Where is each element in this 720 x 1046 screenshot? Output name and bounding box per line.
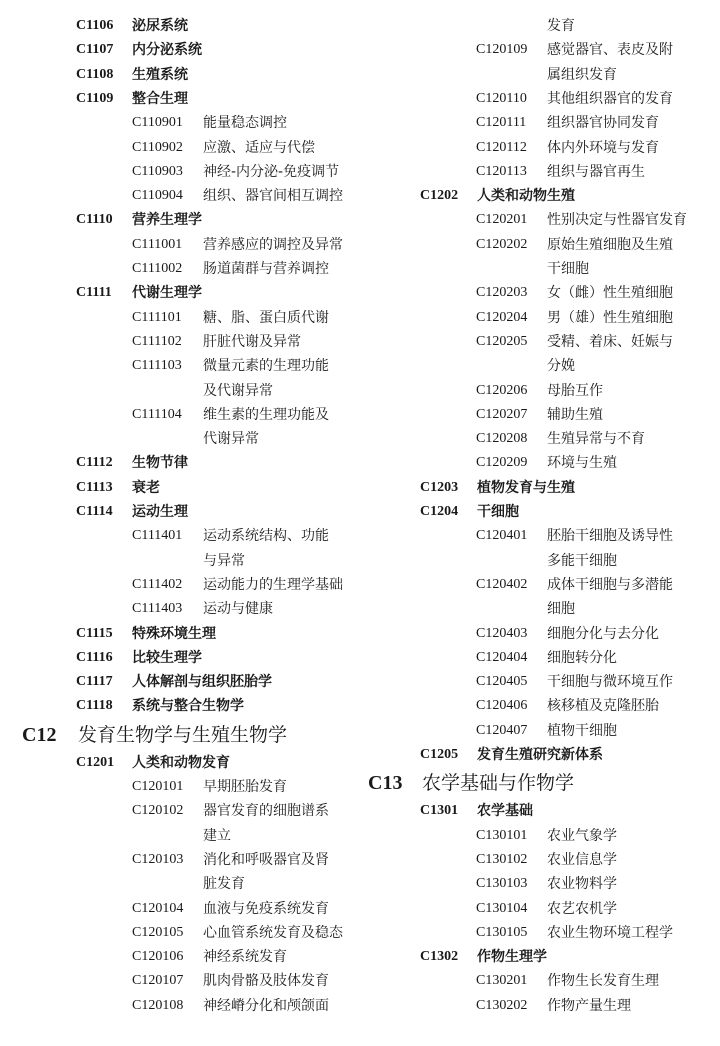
entry-title: 人类和动物发育 — [132, 754, 230, 771]
subcategory-entry — [360, 330, 720, 354]
subcategory-entry — [360, 451, 720, 475]
entry-continuation — [360, 63, 720, 87]
entry-continuation — [0, 549, 360, 573]
subcategory-entry — [360, 921, 720, 945]
entry-code: C111002 — [132, 261, 183, 276]
entry-title: 发育生殖研究新体系 — [477, 747, 603, 763]
entry-code: C1117 — [76, 674, 113, 690]
entry-code: C1108 — [76, 66, 114, 82]
entry-title: 消化和呼吸器官及肾 — [203, 851, 329, 868]
subcategory-entry — [0, 330, 360, 354]
entry-code: C120102 — [132, 803, 184, 819]
entry-code: C110902 — [132, 139, 183, 155]
entry-code: C120204 — [476, 309, 528, 325]
entry-title: 能量稳态调控 — [203, 115, 287, 132]
entry-title: 细胞转分化 — [547, 649, 617, 666]
entry-title: 生殖系统 — [132, 66, 188, 83]
entry-code: C1202 — [420, 188, 459, 204]
section-heading — [360, 767, 720, 799]
subcategory-entry — [360, 87, 720, 111]
subcategory-entry — [360, 897, 720, 921]
entry-title: 干细胞 — [477, 504, 519, 520]
entry-title: 系统与整合生物学 — [132, 698, 244, 715]
entry-code: C1112 — [76, 455, 113, 471]
entry-code: C12 — [22, 723, 57, 746]
subcategory-entry — [0, 184, 360, 208]
subcategory-entry — [360, 524, 720, 548]
entry-title: 感觉器官、表皮及附 — [547, 42, 673, 59]
subcategory-entry — [0, 354, 360, 378]
entry-title: 建立 — [203, 827, 231, 844]
entry-title: 代谢异常 — [203, 431, 259, 448]
entry-code: C110903 — [132, 163, 183, 179]
entry-title: 干细胞 — [547, 261, 589, 277]
subcategory-entry — [0, 111, 360, 135]
entry-title: 运动与健康 — [203, 601, 273, 618]
subcategory-entry — [360, 872, 720, 896]
subcategory-entry — [360, 994, 720, 1018]
entry-code: C1301 — [420, 803, 459, 819]
entry-title: 植物发育与生殖 — [477, 479, 575, 496]
category-entry — [0, 622, 360, 646]
entry-code: C1114 — [76, 504, 113, 519]
entry-title: 衰老 — [132, 479, 160, 496]
entry-title: 胚胎干细胞及诱导性 — [547, 528, 673, 545]
entry-title: 农业信息学 — [547, 851, 617, 868]
entry-continuation — [360, 14, 720, 38]
subcategory-entry — [0, 597, 360, 621]
entry-code: C120202 — [476, 236, 528, 252]
entry-title: 农业气象学 — [547, 827, 617, 844]
entry-code: C111001 — [132, 236, 183, 252]
entry-title: 发育生物学与生殖生物学 — [78, 723, 288, 746]
entry-title: 神经嵴分化和颅颌面 — [203, 997, 329, 1014]
entry-code: C110904 — [132, 188, 183, 204]
subcategory-entry — [360, 136, 720, 160]
subcategory-entry — [0, 799, 360, 823]
entry-title: 运动能力的生理学基础 — [203, 576, 343, 593]
entry-title: 组织与器官再生 — [547, 163, 645, 180]
entry-code: C120404 — [476, 649, 528, 665]
entry-code: C120209 — [476, 455, 528, 471]
subcategory-entry — [0, 160, 360, 184]
entry-title: 农学基础与作物学 — [422, 772, 575, 795]
category-entry — [360, 945, 720, 969]
entry-code: C130103 — [476, 876, 528, 892]
entry-code: C111403 — [132, 601, 183, 617]
entry-title: 作物产量生理 — [547, 997, 631, 1014]
subcategory-entry — [360, 694, 720, 718]
entry-code: C130102 — [476, 851, 528, 867]
entry-code: C120108 — [132, 997, 184, 1013]
entry-code: C120406 — [476, 698, 528, 714]
entry-title: 男（雄）性生殖细胞 — [547, 309, 673, 326]
subcategory-entry — [360, 969, 720, 993]
entry-title: 作物生理学 — [477, 949, 547, 966]
entry-code: C1107 — [76, 42, 114, 58]
entry-title: 性别决定与性器官发育 — [547, 212, 687, 229]
entry-title: 人类和动物生殖 — [477, 188, 575, 205]
entry-code: C111102 — [132, 333, 182, 349]
entry-code: C1106 — [76, 18, 114, 33]
subcategory-entry — [360, 427, 720, 451]
entry-title: 内分泌系统 — [132, 42, 202, 59]
entry-code: C1201 — [76, 754, 115, 770]
category-entry — [0, 451, 360, 475]
category-entry — [0, 38, 360, 62]
entry-code: C120104 — [132, 900, 184, 916]
category-entry — [360, 743, 720, 767]
entry-code: C120402 — [476, 576, 528, 592]
entry-title: 组织、器官间相互调控 — [203, 188, 343, 205]
entry-title: 细胞 — [547, 601, 575, 618]
entry-code: C120110 — [476, 90, 527, 106]
category-entry — [0, 208, 360, 232]
subcategory-entry — [0, 994, 360, 1018]
entry-code: C120407 — [476, 722, 528, 738]
entry-code: C1203 — [420, 479, 459, 495]
entry-code: C111103 — [132, 358, 182, 374]
subcategory-entry — [0, 136, 360, 160]
entry-title: 特殊环境生理 — [132, 625, 216, 642]
entry-code: C120111 — [476, 115, 527, 131]
entry-code: C130101 — [476, 827, 528, 843]
entry-title: 营养感应的调控及异常 — [203, 236, 343, 253]
entry-title: 营养生理学 — [132, 212, 202, 229]
entry-title: 农艺农机学 — [547, 900, 617, 917]
entry-title: 整合生理 — [132, 90, 188, 107]
entry-title: 多能干细胞 — [547, 552, 617, 569]
entry-code: C120103 — [132, 851, 184, 867]
subcategory-entry — [360, 160, 720, 184]
entry-continuation — [360, 549, 720, 573]
entry-code: C120109 — [476, 42, 528, 58]
subcategory-entry — [360, 824, 720, 848]
subcategory-entry — [0, 848, 360, 872]
subcategory-entry — [0, 233, 360, 257]
entry-code: C120401 — [476, 528, 528, 544]
entry-code: C111402 — [132, 576, 183, 592]
entry-title: 代谢生理学 — [132, 285, 202, 302]
entry-title: 原始生殖细胞及生殖 — [547, 236, 673, 253]
subcategory-entry — [0, 524, 360, 548]
entry-title: 肌肉骨骼及肢体发育 — [203, 973, 329, 990]
category-entry — [0, 694, 360, 718]
entry-title: 植物干细胞 — [547, 722, 617, 739]
subcategory-entry — [360, 281, 720, 305]
subcategory-entry — [360, 379, 720, 403]
subcategory-entry — [0, 257, 360, 281]
entry-title: 细胞分化与去分化 — [547, 625, 659, 642]
entry-title: 其他组织器官的发育 — [547, 90, 673, 107]
entry-title: 应激、适应与代偿 — [203, 139, 315, 156]
entry-code: C1205 — [420, 747, 459, 762]
subcategory-entry — [360, 719, 720, 743]
entry-title: 脏发育 — [203, 876, 245, 893]
entry-code: C120105 — [132, 924, 184, 940]
entry-title: 器官发育的细胞谱系 — [203, 803, 329, 820]
entry-title: 生物节律 — [132, 455, 188, 472]
section-heading — [0, 719, 360, 751]
subcategory-entry — [360, 622, 720, 646]
entry-code: C130201 — [476, 973, 528, 989]
entry-title: 生殖异常与不育 — [547, 431, 645, 448]
entry-code: C110901 — [132, 115, 183, 131]
category-entry — [360, 476, 720, 500]
subcategory-entry — [360, 208, 720, 232]
category-entry — [360, 500, 720, 524]
category-entry — [0, 14, 360, 38]
entry-title: 核移植及克隆胚胎 — [547, 698, 659, 715]
subcategory-entry — [360, 646, 720, 670]
entry-code: C1115 — [76, 625, 113, 641]
entry-code: C111101 — [132, 309, 182, 325]
entry-title: 组织器官协同发育 — [547, 115, 659, 132]
entry-title: 农业物料学 — [547, 876, 617, 893]
entry-title: 及代谢异常 — [203, 382, 273, 399]
entry-title: 比较生理学 — [132, 649, 202, 666]
category-entry — [0, 476, 360, 500]
entry-title: 体内外环境与发育 — [547, 139, 659, 156]
category-entry — [0, 646, 360, 670]
subcategory-entry — [360, 233, 720, 257]
entry-code: C120106 — [132, 949, 184, 965]
subcategory-entry — [0, 403, 360, 427]
entry-code: C120207 — [476, 406, 528, 422]
entry-title: 干细胞与微环境互作 — [547, 674, 673, 691]
entry-title: 属组织发育 — [547, 66, 617, 83]
entry-title: 肝脏代谢及异常 — [203, 333, 301, 350]
entry-title: 与异常 — [203, 552, 245, 569]
category-entry — [0, 281, 360, 305]
entry-code: C1118 — [76, 698, 113, 714]
subcategory-entry — [360, 111, 720, 135]
entry-code: C120112 — [476, 139, 527, 155]
category-entry — [0, 63, 360, 87]
entry-title: 农业生物环境工程学 — [547, 924, 673, 941]
entry-title: 运动生理 — [132, 504, 188, 520]
entry-title: 分娩 — [547, 358, 575, 375]
entry-title: 女（雌）性生殖细胞 — [547, 285, 673, 302]
entry-code: C130105 — [476, 924, 528, 940]
subcategory-entry — [0, 573, 360, 597]
entry-title: 母胎互作 — [547, 382, 603, 399]
subcategory-entry — [0, 969, 360, 993]
subcategory-entry — [360, 670, 720, 694]
entry-code: C120206 — [476, 382, 528, 398]
category-entry — [360, 799, 720, 823]
entry-title: 受精、着床、妊娠与 — [547, 333, 673, 350]
entry-title: 成体干细胞与多潜能 — [547, 576, 673, 593]
entry-title: 人体解剖与组织胚胎学 — [132, 674, 272, 691]
subcategory-entry — [360, 403, 720, 427]
category-entry — [360, 184, 720, 208]
entry-code: C130202 — [476, 997, 528, 1013]
entry-code: C120203 — [476, 285, 528, 301]
entry-code: C1204 — [420, 504, 459, 519]
entry-code: C120403 — [476, 625, 528, 641]
entry-title: 辅助生殖 — [547, 406, 603, 423]
subcategory-entry — [360, 306, 720, 330]
entry-code: C1109 — [76, 90, 114, 106]
entry-title: 环境与生殖 — [547, 455, 617, 472]
entry-title: 早期胚胎发育 — [203, 779, 287, 795]
entry-code: C1113 — [76, 479, 113, 495]
entry-title: 维生素的生理功能及 — [203, 406, 329, 423]
subcategory-entry — [360, 573, 720, 597]
entry-title: 微量元素的生理功能 — [203, 358, 329, 375]
entry-code: C120101 — [132, 779, 184, 794]
entry-code: C120107 — [132, 973, 184, 989]
entry-continuation — [360, 354, 720, 378]
subcategory-entry — [0, 897, 360, 921]
entry-code: C13 — [368, 772, 403, 795]
subcategory-entry — [0, 775, 360, 799]
entry-code: C120208 — [476, 431, 528, 447]
entry-continuation — [0, 427, 360, 451]
entry-title: 糖、脂、蛋白质代谢 — [203, 309, 329, 326]
entry-title: 农学基础 — [477, 803, 533, 820]
entry-code: C1302 — [420, 949, 459, 965]
entry-code: C130104 — [476, 900, 528, 916]
entry-title: 作物生长发育生理 — [547, 973, 659, 990]
category-entry — [0, 500, 360, 524]
entry-title: 心血管系统发育及稳态 — [203, 924, 343, 941]
category-entry — [0, 87, 360, 111]
entry-continuation — [360, 257, 720, 281]
entry-code: C111104 — [132, 406, 182, 422]
subcategory-entry — [0, 945, 360, 969]
entry-code: C1111 — [76, 285, 112, 301]
subcategory-entry — [0, 306, 360, 330]
entry-continuation — [0, 872, 360, 896]
subcategory-entry — [360, 848, 720, 872]
entry-code: C1110 — [76, 212, 113, 228]
category-entry — [0, 670, 360, 694]
entry-title: 肠道菌群与营养调控 — [203, 261, 329, 277]
entry-code: C120205 — [476, 333, 528, 349]
entry-code: C120201 — [476, 212, 528, 228]
entry-continuation — [0, 824, 360, 848]
entry-continuation — [0, 379, 360, 403]
entry-title: 发育 — [547, 18, 575, 34]
entry-title: 运动系统结构、功能 — [203, 528, 329, 545]
entry-continuation — [360, 597, 720, 621]
subcategory-entry — [0, 921, 360, 945]
entry-title: 神经系统发育 — [203, 949, 287, 966]
entry-code: C120405 — [476, 674, 528, 690]
entry-title: 神经-内分泌-免疫调节 — [203, 163, 340, 180]
entry-code: C1116 — [76, 649, 113, 665]
entry-code: C120113 — [476, 163, 527, 179]
entry-code: C111401 — [132, 528, 183, 544]
entry-title: 血液与免疫系统发育 — [203, 900, 329, 917]
subcategory-entry — [360, 38, 720, 62]
entry-title: 泌尿系统 — [132, 18, 188, 34]
category-entry — [0, 751, 360, 775]
